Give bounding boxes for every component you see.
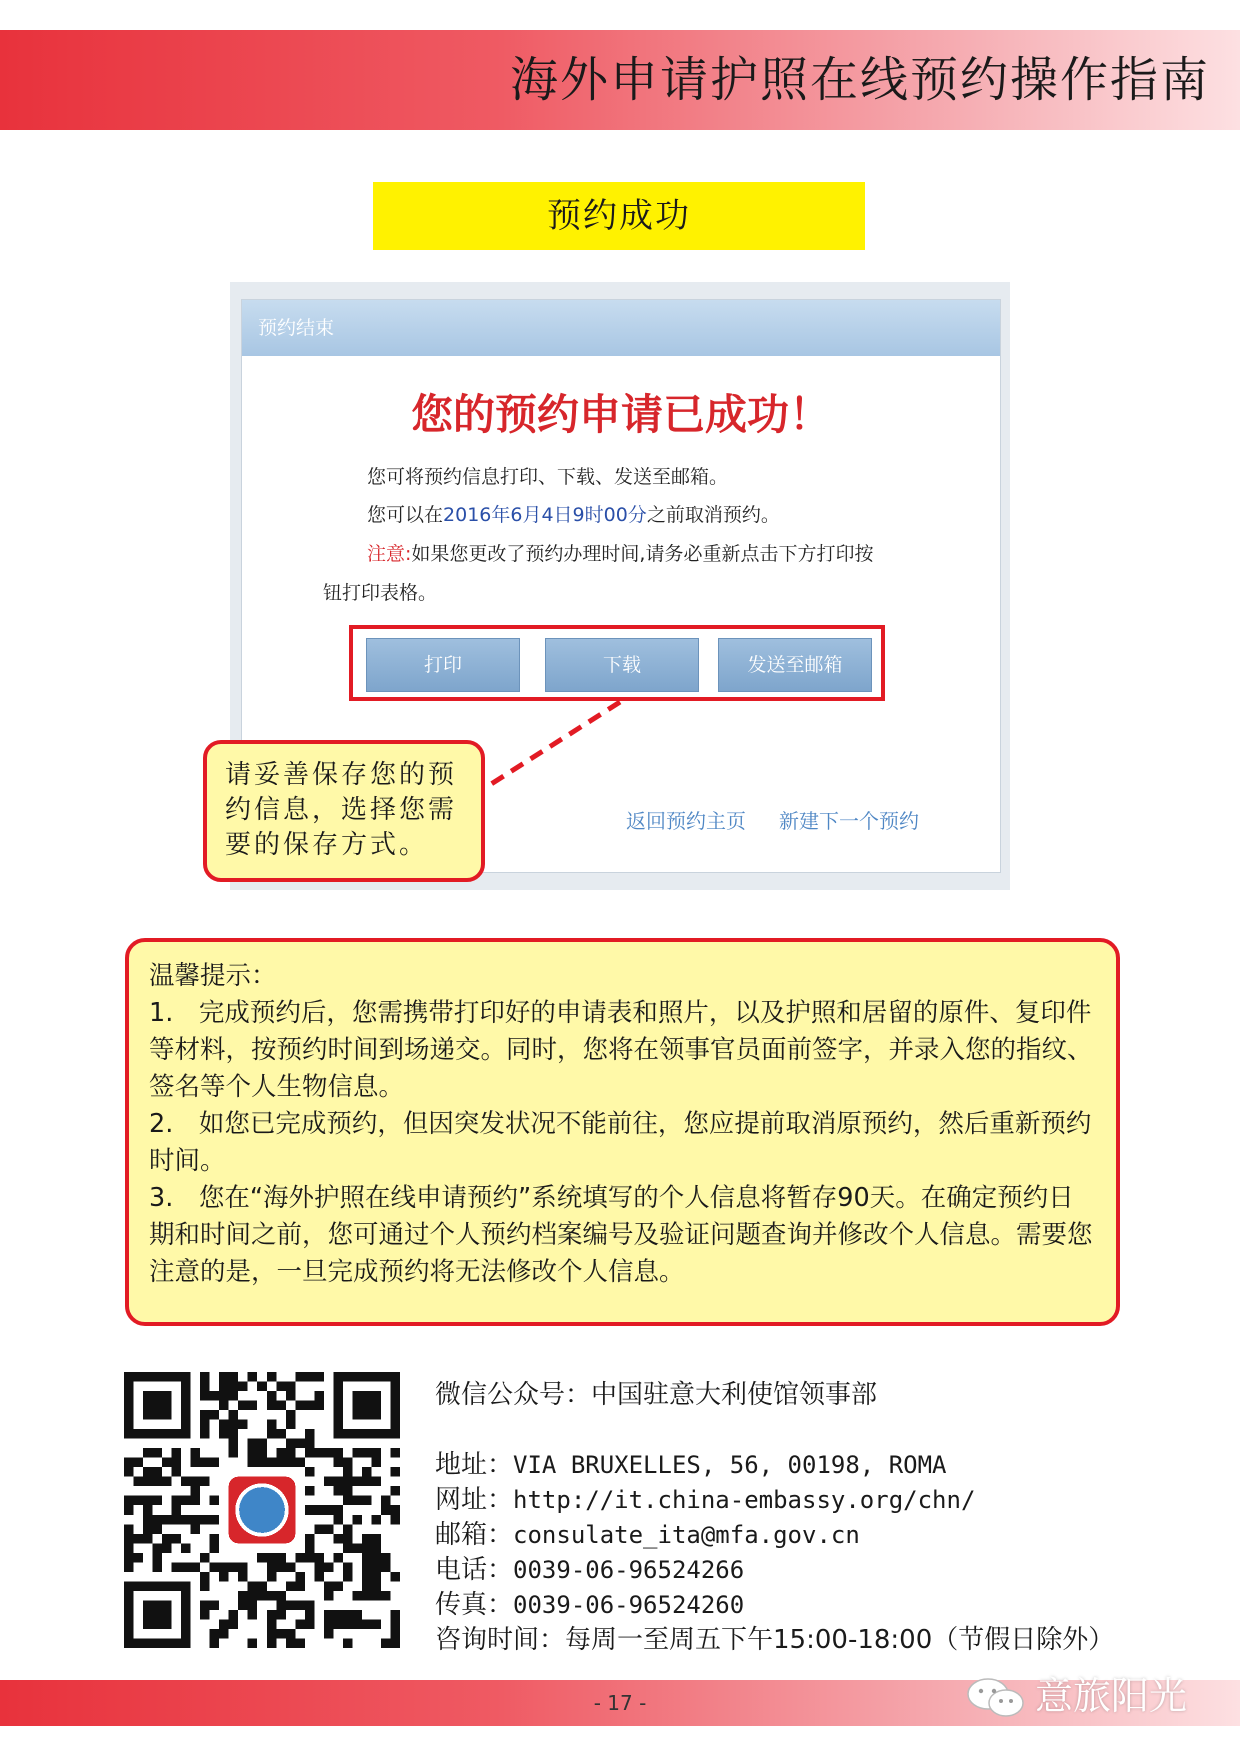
website-value[interactable]: http://it.china-embassy.org/chn/ <box>513 1486 976 1514</box>
email-value[interactable]: consulate_ita@mfa.gov.cn <box>513 1521 860 1549</box>
page-number: - 17 - <box>593 1691 647 1715</box>
tips-box <box>125 938 1120 1326</box>
watermark-text: 意旅阳光 <box>1035 1674 1188 1718</box>
wechat-qr-code <box>124 1372 400 1648</box>
address-label: 地址： <box>435 1450 514 1480</box>
phone-label: 电话： <box>435 1555 514 1585</box>
email-label: 邮箱： <box>435 1520 514 1550</box>
hours-line <box>435 1619 1114 1656</box>
cancel-deadline: 2016年6月4日9时00分 <box>443 504 647 526</box>
cancel-suffix: 之前取消预约。 <box>646 504 780 526</box>
callout-note: 请妥善保存您的预约信息，选择您需要的保存方式。 <box>203 740 485 882</box>
note-text: 如果您更改了预约办理时间,请务必重新点击下方打印按 <box>411 543 874 565</box>
tips-title: 温馨提示： <box>149 961 277 991</box>
wechat-label: 微信公众号： <box>435 1380 592 1410</box>
hours-value: 每周一至周五下午15:00-18:00（节假日除外） <box>565 1625 1115 1655</box>
cancel-prefix: 您可以在 <box>367 504 444 526</box>
wechat-value: 中国驻意大利使馆领事部 <box>591 1380 878 1410</box>
note-label: 注意: <box>367 543 412 565</box>
address-value: VIA BRUXELLES, 56, 00198, ROMA <box>513 1451 947 1479</box>
wechat-account <box>435 1374 877 1411</box>
tips-item-3: 3. 您在“海外护照在线申请预约”系统填写的个人信息将暂存90天。在确定预约日期和时间之前，您可通过个人预约档案编号及验证问题查询并修改个人信息。需要您注意的是，一旦完成预约将无法修改个人信息。 <box>149 1183 1093 1287</box>
new-appointment-link[interactable]: 新建下一个预约 <box>779 809 919 833</box>
download-button[interactable]: 下载 <box>545 638 699 692</box>
wechat-icon <box>964 1676 1034 1720</box>
tips-item-1: 1. 完成预约后，您需携带打印好的申请表和照片，以及护照和居留的原件、复印件等材料，按预约时间到场递交。同时，您将在领事官员面前签字，并录入您的指纹、签名等个人生物信息。 <box>149 998 1093 1102</box>
tips-item-2: 2. 如您已完成预约，但因突发状况不能前往，您应提前取消原预约，然后重新预约时间。 <box>149 1109 1092 1176</box>
panel-title: 预约结束 <box>258 317 335 339</box>
send-email-button[interactable]: 发送至邮箱 <box>718 638 872 692</box>
phone-line <box>435 1549 744 1586</box>
phone-value: 0039-06-96524266 <box>513 1556 745 1584</box>
hours-label: 咨询时间： <box>435 1625 566 1655</box>
success-message: 您的预约申请已成功！ <box>410 390 831 439</box>
page-title: 海外申请护照在线预约操作指南 <box>509 52 1210 108</box>
fax-line <box>435 1584 744 1621</box>
fax-label: 传真： <box>435 1590 514 1620</box>
website-label: 网址： <box>435 1485 514 1515</box>
print-button[interactable]: 打印 <box>366 638 520 692</box>
website-line <box>435 1479 975 1516</box>
info-line-save: 您可将预约信息打印、下载、发送至邮箱。 <box>367 466 729 488</box>
section-heading: 预约成功 <box>373 182 865 250</box>
info-line-note-cont: 钮打印表格。 <box>323 582 438 604</box>
email-line <box>435 1514 860 1551</box>
back-home-link[interactable]: 返回预约主页 <box>626 809 746 833</box>
address-line <box>435 1444 947 1481</box>
fax-value: 0039-06-96524260 <box>513 1591 745 1619</box>
